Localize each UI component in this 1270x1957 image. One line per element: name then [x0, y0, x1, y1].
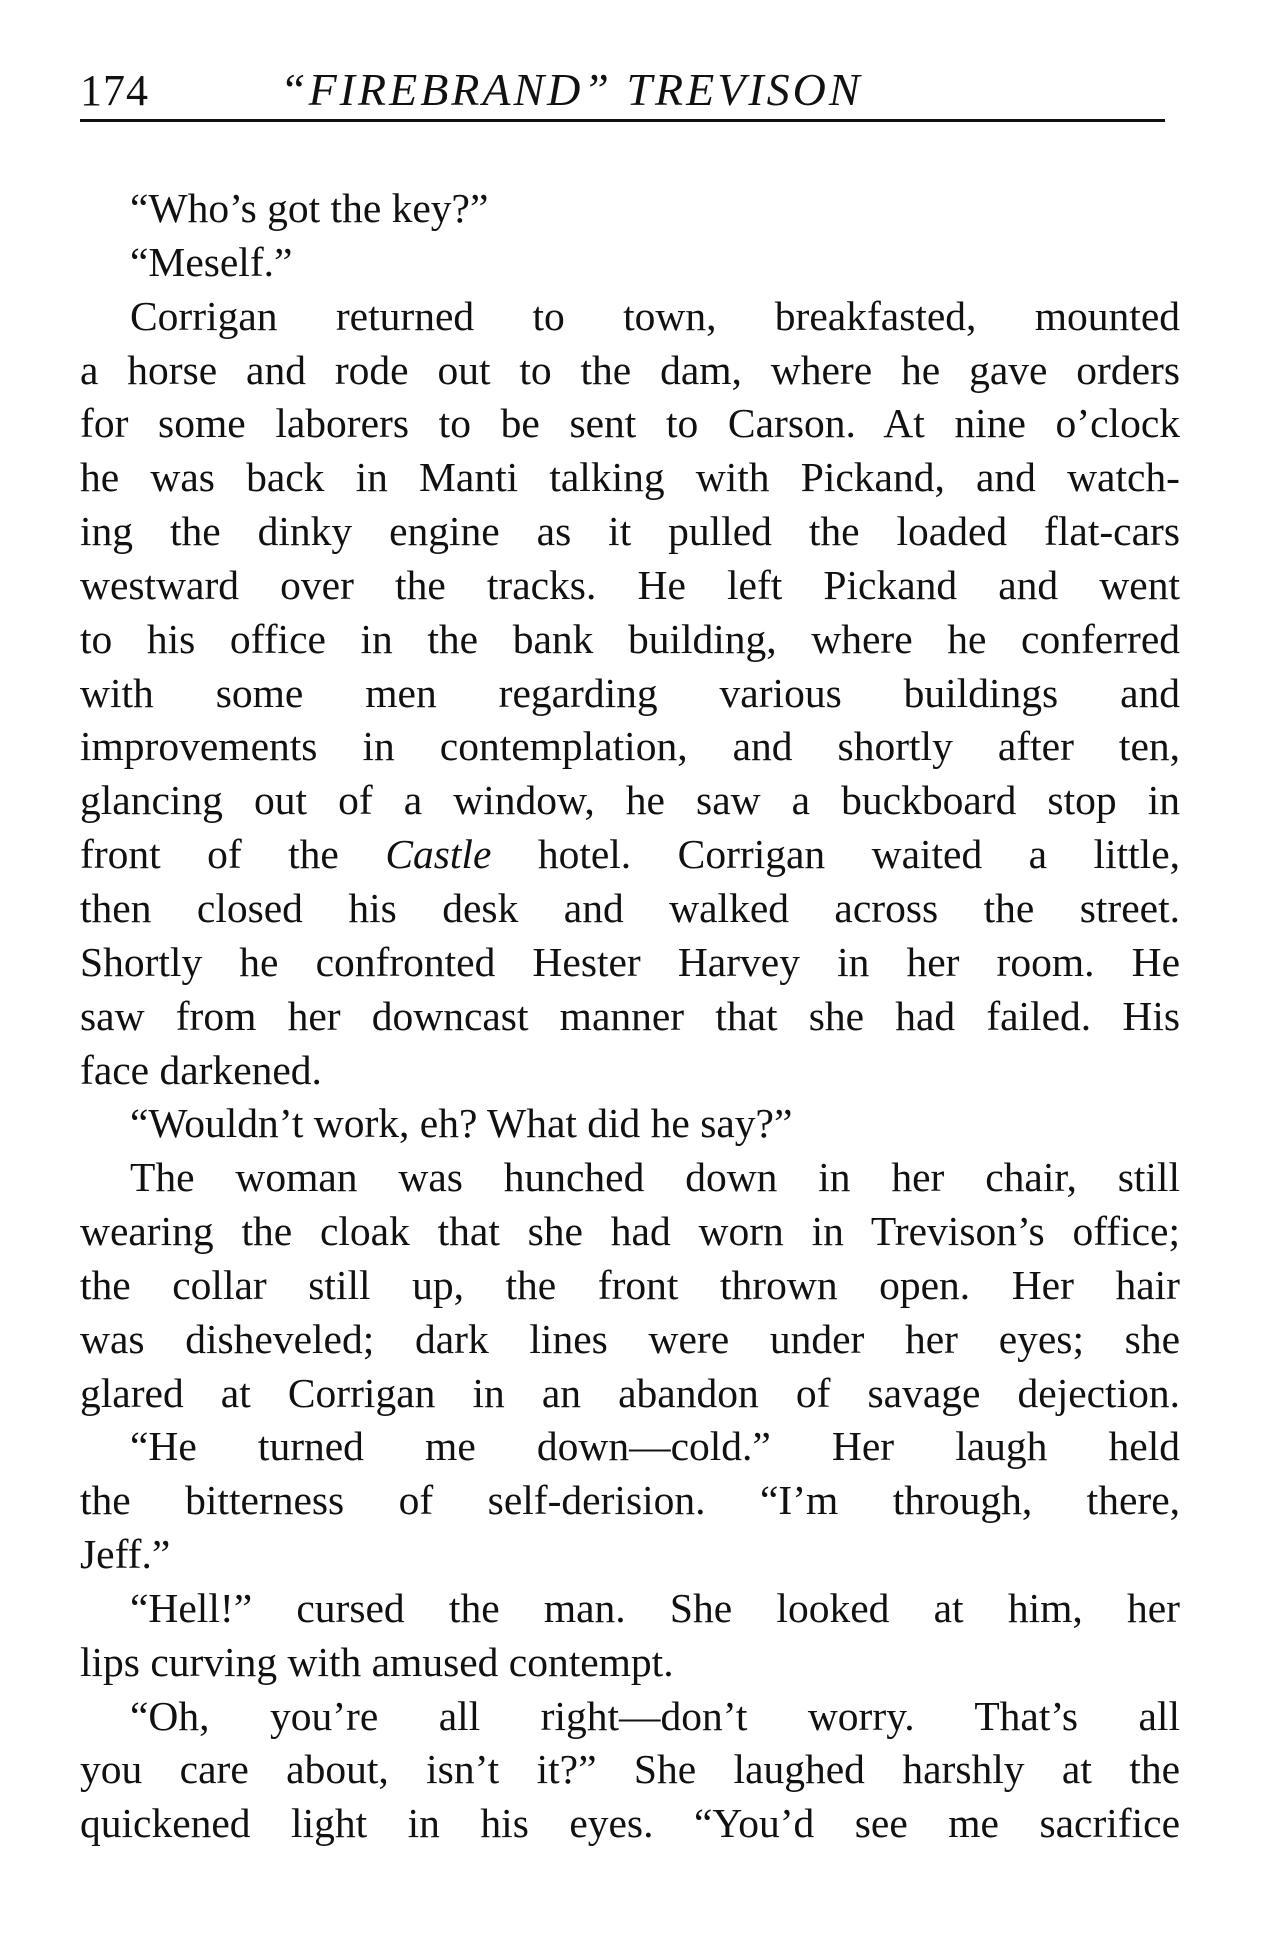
text-line: Corrigan returned to town, breakfasted, mounted — [130, 292, 1180, 339]
body-text — [80, 182, 1180, 1851]
text-line: improvements in contemplation, and shortly after ten, — [80, 723, 1180, 770]
text-fragment: front of the — [80, 831, 386, 878]
text-line: wearing the cloak that she had worn in Trevison’s office; — [80, 1208, 1180, 1255]
text-line: “Meself.” — [130, 238, 293, 285]
text-line: “Hell!” cursed the man. She looked at him, her — [130, 1584, 1180, 1631]
text-line: for some laborers to be sent to Carson. At nine o’clock — [80, 400, 1180, 447]
header-rule — [80, 119, 1165, 122]
text-line: “Oh, you’re all right—don’t worry. That’s all — [130, 1692, 1180, 1739]
italic-hotel-name: Castle — [385, 831, 492, 878]
text-line: ing the dinky engine as it pulled the loaded flat-cars — [80, 508, 1180, 555]
text-fragment: hotel. Corrigan waited a little, — [491, 831, 1180, 878]
text-line: then closed his desk and walked across the street. — [80, 884, 1180, 931]
text-line: saw from her downcast manner that she had failed. His — [80, 992, 1180, 1039]
running-title: “FIREBRAND” TREVISON — [280, 64, 863, 115]
text-line: lips curving with amused contempt. — [80, 1638, 674, 1685]
text-line: with some men regarding various buildings and — [80, 669, 1180, 716]
text-line: the collar still up, the front thrown open. Her hair — [80, 1261, 1180, 1308]
text-line: was disheveled; dark lines were under her eyes; she — [80, 1315, 1180, 1362]
text-line: “Wouldn’t work, eh? What did he say?” — [130, 1100, 793, 1147]
text-line: face darkened. — [80, 1046, 322, 1093]
text-line: glared at Corrigan in an abandon of savage dejection. — [80, 1369, 1180, 1416]
text-line: “Who’s got the key?” — [130, 185, 489, 231]
text-line: westward over the tracks. He left Pickand and went — [80, 561, 1180, 608]
text-line: “He turned me down—cold.” Her laugh held — [130, 1423, 1180, 1470]
text-line: he was back in Manti talking with Pickand, and watch- — [80, 454, 1180, 501]
text-line: to his office in the bank building, where he conferred — [80, 615, 1180, 662]
text-line: Jeff.” — [80, 1531, 171, 1578]
text-line: a horse and rode out to the dam, where he gave orders — [80, 346, 1180, 393]
text-line: Shortly he confronted Hester Harvey in her room. He — [80, 938, 1180, 985]
text-line — [80, 828, 1180, 882]
text-line: you care about, isn’t it?” She laughed harshly at the — [80, 1746, 1180, 1793]
text-line: quickened light in his eyes. “You’d see me sacrifice — [80, 1800, 1180, 1847]
text-line: the bitterness of self-derision. “I’m through, there, — [80, 1477, 1180, 1524]
text-line: glancing out of a window, he saw a buckboard stop in — [80, 777, 1180, 824]
text-line: The woman was hunched down in her chair, still — [130, 1154, 1180, 1201]
running-head — [80, 60, 1165, 120]
page-number: 174 — [80, 66, 149, 115]
